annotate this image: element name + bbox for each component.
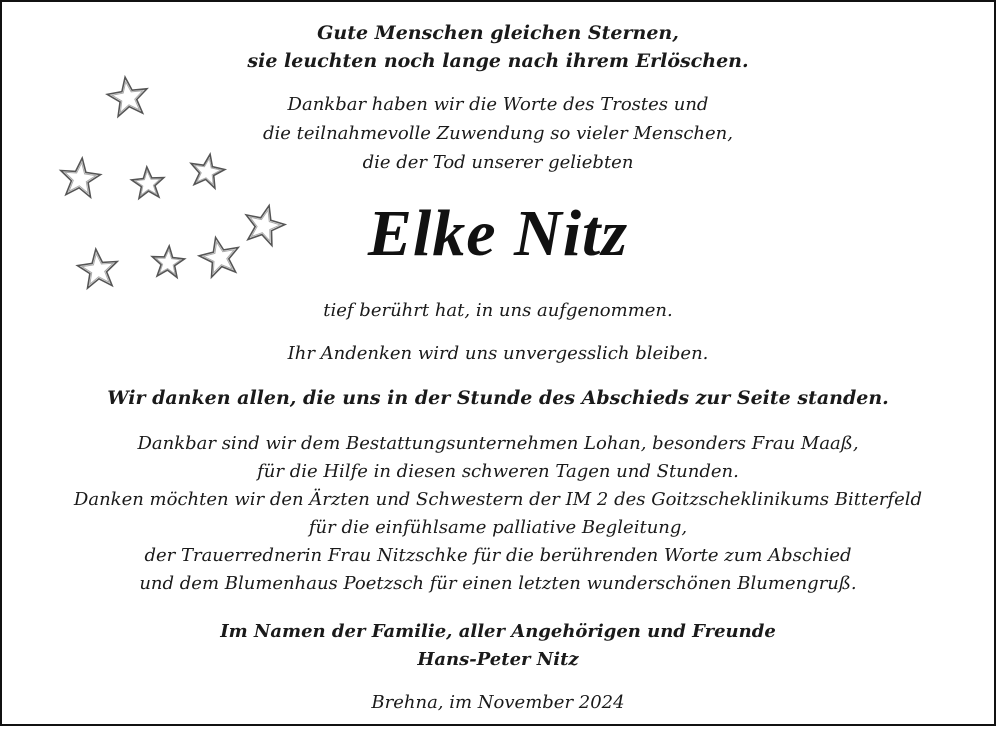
- thanks-detail-line-2: für die Hilfe in diesen schweren Tagen und Stunden.: [257, 461, 739, 482]
- thanks-detail-line-3: Danken möchten wir den Ärzten und Schwestern der IM 2 des Goitzscheklinikums Bitterfeld: [73, 489, 923, 510]
- intro-line-1: Dankbar haben wir die Worte des Trostes und: [287, 94, 709, 115]
- intro-line-2: die teilnahmevolle Zuwendung so vieler Menschen,: [263, 123, 733, 144]
- motto-line-2: sie leuchten noch lange nach ihrem Erlöschen.: [247, 50, 749, 72]
- motto-line-1: Gute Menschen gleichen Sternen,: [317, 22, 679, 44]
- signature-line-1: Im Namen der Familie, aller Angehörigen und Freunde: [220, 621, 776, 642]
- signature-name: Hans-Peter Nitz: [417, 649, 579, 670]
- deceased-name: Elke Nitz: [367, 197, 629, 270]
- thanks-detail-line-1: Dankbar sind wir dem Bestattungsunternehmen Lohan, besonders Frau Maaß,: [137, 433, 859, 454]
- thanks-detail-line-6: und dem Blumenhaus Poetzsch für einen letzten wunderschönen Blumengruß.: [139, 573, 857, 594]
- thanks-all-line: Wir danken allen, die uns in der Stunde des Abschieds zur Seite standen.: [107, 387, 889, 409]
- after-name-line: tief berührt hat, in uns aufgenommen.: [323, 300, 673, 321]
- place-date: Brehna, im November 2024: [371, 692, 625, 713]
- thanks-detail-line-4: für die einfühlsame palliative Begleitung,: [308, 517, 688, 538]
- memory-line: Ihr Andenken wird uns unvergesslich bleiben.: [287, 343, 709, 364]
- thanks-detail-line-5: der Trauerrednerin Frau Nitzschke für die berührenden Worte zum Abschied: [144, 545, 852, 566]
- intro-line-3: die der Tod unserer geliebten: [362, 152, 634, 173]
